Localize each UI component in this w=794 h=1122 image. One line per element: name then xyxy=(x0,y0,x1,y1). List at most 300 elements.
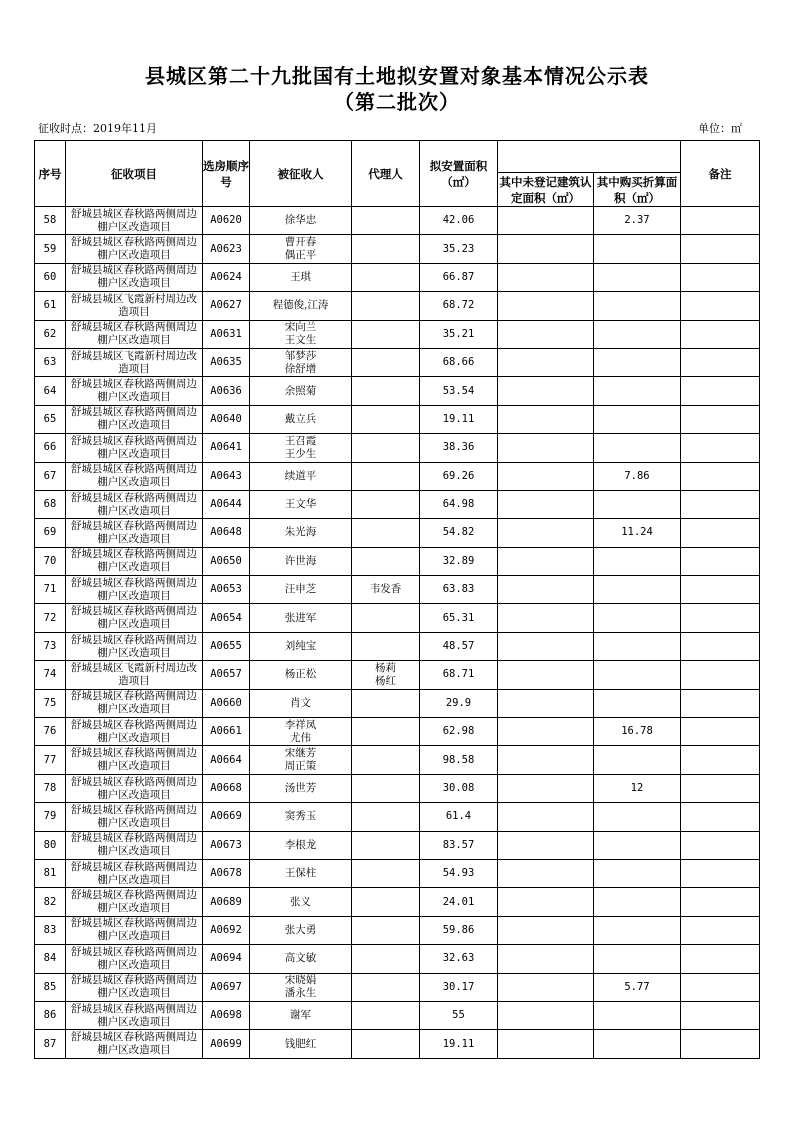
row-note xyxy=(681,519,760,547)
row-person: 朱光海 xyxy=(250,519,352,547)
row-room-no: A0678 xyxy=(203,859,250,887)
row-person: 谢军 xyxy=(250,1001,352,1029)
row-area: 30.08 xyxy=(420,774,498,802)
row-agent xyxy=(352,831,420,859)
row-person: 续道平 xyxy=(250,462,352,490)
row-agent xyxy=(352,1001,420,1029)
row-person: 程德俊,江涛 xyxy=(250,292,352,320)
row-seq: 62 xyxy=(35,320,66,348)
row-unregistered-area xyxy=(498,490,594,518)
row-seq: 66 xyxy=(35,434,66,462)
row-area: 64.98 xyxy=(420,490,498,518)
row-seq: 64 xyxy=(35,377,66,405)
header-room-no: 选房顺序号 xyxy=(203,141,250,207)
row-seq: 60 xyxy=(35,263,66,291)
row-project: 舒城县城区春秋路两侧周边棚户区改造项目 xyxy=(66,916,203,944)
row-person: 邹梦莎 徐舒增 xyxy=(250,348,352,376)
row-note xyxy=(681,434,760,462)
row-project: 舒城县城区春秋路两侧周边棚户区改造项目 xyxy=(66,519,203,547)
row-seq: 77 xyxy=(35,746,66,774)
row-seq: 83 xyxy=(35,916,66,944)
row-purchase-area xyxy=(594,1001,681,1029)
row-project: 舒城县城区春秋路两侧周边棚户区改造项目 xyxy=(66,434,203,462)
table-row xyxy=(35,490,760,518)
row-project: 舒城县城区春秋路两侧周边棚户区改造项目 xyxy=(66,547,203,575)
row-unregistered-area xyxy=(498,831,594,859)
row-note xyxy=(681,916,760,944)
table-body xyxy=(35,207,760,1059)
row-project: 舒城县城区春秋路两侧周边棚户区改造项目 xyxy=(66,405,203,433)
row-room-no: A0648 xyxy=(203,519,250,547)
unit-label: 单位：㎡ xyxy=(698,122,742,135)
row-note xyxy=(681,803,760,831)
row-unregistered-area xyxy=(498,320,594,348)
row-note xyxy=(681,547,760,575)
row-room-no: A0669 xyxy=(203,803,250,831)
row-seq: 79 xyxy=(35,803,66,831)
row-seq: 59 xyxy=(35,235,66,263)
row-agent xyxy=(352,405,420,433)
table-row xyxy=(35,1001,760,1029)
row-area: 68.66 xyxy=(420,348,498,376)
row-room-no: A0654 xyxy=(203,604,250,632)
row-unregistered-area xyxy=(498,547,594,575)
row-agent xyxy=(352,859,420,887)
row-seq: 63 xyxy=(35,348,66,376)
row-purchase-area xyxy=(594,859,681,887)
row-room-no: A0692 xyxy=(203,916,250,944)
row-person: 杨正松 xyxy=(250,661,352,689)
row-area: 35.21 xyxy=(420,320,498,348)
row-person: 宋向兰 王文生 xyxy=(250,320,352,348)
row-purchase-area: 2.37 xyxy=(594,207,681,235)
row-seq: 71 xyxy=(35,576,66,604)
row-agent: 杨莉 杨红 xyxy=(352,661,420,689)
row-room-no: A0644 xyxy=(203,490,250,518)
row-area: 54.93 xyxy=(420,859,498,887)
table-row xyxy=(35,1030,760,1058)
row-agent xyxy=(352,746,420,774)
row-unregistered-area xyxy=(498,434,594,462)
row-room-no: A0624 xyxy=(203,263,250,291)
row-person: 李根龙 xyxy=(250,831,352,859)
table-row xyxy=(35,831,760,859)
row-agent xyxy=(352,434,420,462)
header-agent: 代理人 xyxy=(352,141,420,207)
row-room-no: A0657 xyxy=(203,661,250,689)
row-unregistered-area xyxy=(498,945,594,973)
header-area: 拟安置面积（㎡） xyxy=(420,141,498,207)
table-row xyxy=(35,945,760,973)
row-unregistered-area xyxy=(498,859,594,887)
row-purchase-area xyxy=(594,661,681,689)
row-project: 舒城县城区春秋路两侧周边棚户区改造项目 xyxy=(66,576,203,604)
row-purchase-area xyxy=(594,235,681,263)
row-area: 38.36 xyxy=(420,434,498,462)
row-project: 舒城县城区春秋路两侧周边棚户区改造项目 xyxy=(66,689,203,717)
row-room-no: A0620 xyxy=(203,207,250,235)
row-person: 张进军 xyxy=(250,604,352,632)
row-room-no: A0655 xyxy=(203,632,250,660)
row-person: 汪申芝 xyxy=(250,576,352,604)
header-purchase-area: 其中购买折算面积（㎡） xyxy=(594,173,681,207)
page-subtitle: （第二批次） xyxy=(334,90,460,114)
table-row xyxy=(35,547,760,575)
row-room-no: A0631 xyxy=(203,320,250,348)
row-room-no: A0641 xyxy=(203,434,250,462)
header-note: 备注 xyxy=(681,141,760,207)
row-purchase-area xyxy=(594,377,681,405)
row-seq: 87 xyxy=(35,1030,66,1058)
row-project: 舒城县城区春秋路两侧周边棚户区改造项目 xyxy=(66,235,203,263)
row-note xyxy=(681,632,760,660)
row-purchase-area xyxy=(594,888,681,916)
header-group-blank xyxy=(498,141,681,173)
row-unregistered-area xyxy=(498,604,594,632)
row-project: 舒城县城区春秋路两侧周边棚户区改造项目 xyxy=(66,973,203,1001)
row-project: 舒城县城区春秋路两侧周边棚户区改造项目 xyxy=(66,377,203,405)
row-note xyxy=(681,945,760,973)
row-project: 舒城县城区春秋路两侧周边棚户区改造项目 xyxy=(66,263,203,291)
table-row xyxy=(35,377,760,405)
row-agent xyxy=(352,377,420,405)
row-area: 42.06 xyxy=(420,207,498,235)
row-project: 舒城县城区春秋路两侧周边棚户区改造项目 xyxy=(66,207,203,235)
row-seq: 68 xyxy=(35,490,66,518)
row-agent xyxy=(352,973,420,1001)
row-area: 66.87 xyxy=(420,263,498,291)
row-note xyxy=(681,348,760,376)
row-person: 王召霞 王少生 xyxy=(250,434,352,462)
row-note xyxy=(681,661,760,689)
row-unregistered-area xyxy=(498,1030,594,1058)
row-area: 59.86 xyxy=(420,916,498,944)
row-note xyxy=(681,604,760,632)
row-agent xyxy=(352,888,420,916)
row-person: 宋晓娟 潘永生 xyxy=(250,973,352,1001)
table-row xyxy=(35,576,760,604)
row-agent xyxy=(352,604,420,632)
row-note xyxy=(681,746,760,774)
row-project: 舒城县城区春秋路两侧周边棚户区改造项目 xyxy=(66,490,203,518)
row-agent xyxy=(352,632,420,660)
row-seq: 73 xyxy=(35,632,66,660)
row-room-no: A0650 xyxy=(203,547,250,575)
row-project: 舒城县城区春秋路两侧周边棚户区改造项目 xyxy=(66,746,203,774)
row-agent xyxy=(352,718,420,746)
row-seq: 80 xyxy=(35,831,66,859)
table-row xyxy=(35,434,760,462)
row-note xyxy=(681,718,760,746)
row-person: 张义 xyxy=(250,888,352,916)
row-area: 54.82 xyxy=(420,519,498,547)
row-area: 83.57 xyxy=(420,831,498,859)
row-area: 68.71 xyxy=(420,661,498,689)
table-row xyxy=(35,973,760,1001)
row-seq: 81 xyxy=(35,859,66,887)
row-purchase-area: 7.86 xyxy=(594,462,681,490)
resettlement-table xyxy=(34,140,760,1059)
row-agent: 韦发香 xyxy=(352,576,420,604)
row-unregistered-area xyxy=(498,348,594,376)
table-row xyxy=(35,604,760,632)
row-unregistered-area xyxy=(498,689,594,717)
row-unregistered-area xyxy=(498,774,594,802)
row-person: 张大勇 xyxy=(250,916,352,944)
row-room-no: A0635 xyxy=(203,348,250,376)
table-row xyxy=(35,519,760,547)
row-area: 35.23 xyxy=(420,235,498,263)
table-row xyxy=(35,661,760,689)
row-purchase-area xyxy=(594,320,681,348)
row-purchase-area xyxy=(594,292,681,320)
table-row xyxy=(35,462,760,490)
row-purchase-area xyxy=(594,1030,681,1058)
row-seq: 78 xyxy=(35,774,66,802)
table-row xyxy=(35,888,760,916)
header-person: 被征收人 xyxy=(250,141,352,207)
row-unregistered-area xyxy=(498,718,594,746)
row-note xyxy=(681,888,760,916)
collection-time: 征收时点：2019年11月 xyxy=(38,122,157,135)
row-room-no: A0697 xyxy=(203,973,250,1001)
row-agent xyxy=(352,462,420,490)
row-purchase-area xyxy=(594,348,681,376)
row-purchase-area: 5.77 xyxy=(594,973,681,1001)
row-agent xyxy=(352,547,420,575)
row-person: 刘纯宝 xyxy=(250,632,352,660)
row-area: 53.54 xyxy=(420,377,498,405)
row-area: 29.9 xyxy=(420,689,498,717)
table-row xyxy=(35,263,760,291)
row-person: 王文华 xyxy=(250,490,352,518)
row-area: 68.72 xyxy=(420,292,498,320)
row-project: 舒城县城区春秋路两侧周边棚户区改造项目 xyxy=(66,320,203,348)
row-area: 48.57 xyxy=(420,632,498,660)
row-seq: 70 xyxy=(35,547,66,575)
row-area: 19.11 xyxy=(420,1030,498,1058)
row-person: 戴立兵 xyxy=(250,405,352,433)
row-note xyxy=(681,320,760,348)
row-purchase-area xyxy=(594,434,681,462)
row-note xyxy=(681,831,760,859)
row-room-no: A0699 xyxy=(203,1030,250,1058)
row-note xyxy=(681,462,760,490)
row-agent xyxy=(352,916,420,944)
row-agent xyxy=(352,263,420,291)
row-project: 舒城县城区春秋路两侧周边棚户区改造项目 xyxy=(66,718,203,746)
row-unregistered-area xyxy=(498,888,594,916)
row-area: 19.11 xyxy=(420,405,498,433)
row-purchase-area xyxy=(594,405,681,433)
row-person: 高文敏 xyxy=(250,945,352,973)
header-unregistered-area: 其中未登记建筑认定面积（㎡） xyxy=(499,174,592,205)
row-room-no: A0660 xyxy=(203,689,250,717)
row-agent xyxy=(352,945,420,973)
row-area: 32.63 xyxy=(420,945,498,973)
row-project: 舒城县城区春秋路两侧周边棚户区改造项目 xyxy=(66,774,203,802)
row-person: 李祥凤 尤伟 xyxy=(250,718,352,746)
row-note xyxy=(681,859,760,887)
row-room-no: A0661 xyxy=(203,718,250,746)
row-purchase-area xyxy=(594,490,681,518)
table-row xyxy=(35,803,760,831)
row-area: 98.58 xyxy=(420,746,498,774)
row-project: 舒城县城区春秋路两侧周边棚户区改造项目 xyxy=(66,632,203,660)
row-seq: 72 xyxy=(35,604,66,632)
row-area: 65.31 xyxy=(420,604,498,632)
row-project: 舒城县城区春秋路两侧周边棚户区改造项目 xyxy=(66,1001,203,1029)
row-purchase-area xyxy=(594,263,681,291)
row-agent xyxy=(352,348,420,376)
row-area: 63.83 xyxy=(420,576,498,604)
row-note xyxy=(681,1001,760,1029)
row-agent xyxy=(352,774,420,802)
row-area: 32.89 xyxy=(420,547,498,575)
row-person: 王保柱 xyxy=(250,859,352,887)
row-agent xyxy=(352,320,420,348)
row-note xyxy=(681,235,760,263)
table-row xyxy=(35,746,760,774)
row-purchase-area xyxy=(594,689,681,717)
row-room-no: A0673 xyxy=(203,831,250,859)
row-project: 舒城县城区春秋路两侧周边棚户区改造项目 xyxy=(66,803,203,831)
row-agent xyxy=(352,292,420,320)
row-unregistered-area xyxy=(498,576,594,604)
row-purchase-area xyxy=(594,632,681,660)
row-unregistered-area xyxy=(498,661,594,689)
row-project: 舒城县城区春秋路两侧周边棚户区改造项目 xyxy=(66,604,203,632)
row-purchase-area xyxy=(594,945,681,973)
table-row xyxy=(35,320,760,348)
row-unregistered-area xyxy=(498,632,594,660)
row-room-no: A0653 xyxy=(203,576,250,604)
row-agent xyxy=(352,235,420,263)
row-person: 许世海 xyxy=(250,547,352,575)
table-row xyxy=(35,774,760,802)
row-unregistered-area xyxy=(498,235,594,263)
header-project: 征收项目 xyxy=(66,141,203,207)
row-purchase-area xyxy=(594,604,681,632)
row-purchase-area xyxy=(594,547,681,575)
row-person: 宋继芳 周正策 xyxy=(250,746,352,774)
row-note xyxy=(681,377,760,405)
table-row xyxy=(35,292,760,320)
row-room-no: A0627 xyxy=(203,292,250,320)
row-project: 舒城县城区春秋路两侧周边棚户区改造项目 xyxy=(66,462,203,490)
row-project: 舒城县城区春秋路两侧周边棚户区改造项目 xyxy=(66,859,203,887)
row-seq: 84 xyxy=(35,945,66,973)
row-agent xyxy=(352,803,420,831)
row-unregistered-area xyxy=(498,1001,594,1029)
row-seq: 58 xyxy=(35,207,66,235)
row-note xyxy=(681,207,760,235)
row-person: 曹开春 偶正平 xyxy=(250,235,352,263)
row-room-no: A0694 xyxy=(203,945,250,973)
table-row xyxy=(35,348,760,376)
row-purchase-area xyxy=(594,831,681,859)
row-note xyxy=(681,973,760,1001)
row-purchase-area xyxy=(594,916,681,944)
row-unregistered-area xyxy=(498,916,594,944)
row-room-no: A0698 xyxy=(203,1001,250,1029)
row-seq: 86 xyxy=(35,1001,66,1029)
row-seq: 82 xyxy=(35,888,66,916)
row-area: 24.01 xyxy=(420,888,498,916)
row-purchase-area: 12 xyxy=(594,774,681,802)
row-seq: 76 xyxy=(35,718,66,746)
row-room-no: A0623 xyxy=(203,235,250,263)
row-purchase-area xyxy=(594,746,681,774)
row-area: 55 xyxy=(420,1001,498,1029)
row-agent xyxy=(352,207,420,235)
table-row xyxy=(35,718,760,746)
row-unregistered-area xyxy=(498,519,594,547)
row-person: 窦秀玉 xyxy=(250,803,352,831)
row-purchase-area xyxy=(594,576,681,604)
row-area: 62.98 xyxy=(420,718,498,746)
row-unregistered-area xyxy=(498,973,594,1001)
row-unregistered-area xyxy=(498,462,594,490)
row-purchase-area xyxy=(594,803,681,831)
table-row xyxy=(35,632,760,660)
table-row xyxy=(35,235,760,263)
table-row xyxy=(35,207,760,235)
row-note xyxy=(681,576,760,604)
row-seq: 61 xyxy=(35,292,66,320)
table-row xyxy=(35,916,760,944)
row-note xyxy=(681,405,760,433)
row-area: 30.17 xyxy=(420,973,498,1001)
row-purchase-area: 16.78 xyxy=(594,718,681,746)
row-project: 舒城县城区飞霞新村周边改造项目 xyxy=(66,292,203,320)
row-agent xyxy=(352,490,420,518)
row-project: 舒城县城区飞霞新村周边改造项目 xyxy=(66,348,203,376)
row-note xyxy=(681,292,760,320)
row-project: 舒城县城区春秋路两侧周边棚户区改造项目 xyxy=(66,831,203,859)
row-agent xyxy=(352,689,420,717)
row-unregistered-area xyxy=(498,803,594,831)
row-unregistered-area xyxy=(498,746,594,774)
row-note xyxy=(681,263,760,291)
row-room-no: A0640 xyxy=(203,405,250,433)
row-person: 汤世芳 xyxy=(250,774,352,802)
row-seq: 75 xyxy=(35,689,66,717)
row-seq: 65 xyxy=(35,405,66,433)
row-note xyxy=(681,490,760,518)
row-person: 余照菊 xyxy=(250,377,352,405)
table-row xyxy=(35,689,760,717)
row-room-no: A0689 xyxy=(203,888,250,916)
row-unregistered-area xyxy=(498,377,594,405)
row-area: 61.4 xyxy=(420,803,498,831)
row-project: 舒城县城区春秋路两侧周边棚户区改造项目 xyxy=(66,945,203,973)
row-room-no: A0668 xyxy=(203,774,250,802)
table-row xyxy=(35,859,760,887)
row-room-no: A0643 xyxy=(203,462,250,490)
row-room-no: A0664 xyxy=(203,746,250,774)
row-project: 舒城县城区飞霞新村周边改造项目 xyxy=(66,661,203,689)
row-unregistered-area xyxy=(498,292,594,320)
row-person: 王琪 xyxy=(250,263,352,291)
row-seq: 74 xyxy=(35,661,66,689)
row-purchase-area: 11.24 xyxy=(594,519,681,547)
row-project: 舒城县城区春秋路两侧周边棚户区改造项目 xyxy=(66,888,203,916)
header-seq: 序号 xyxy=(35,141,66,207)
row-seq: 69 xyxy=(35,519,66,547)
row-agent xyxy=(352,519,420,547)
row-unregistered-area xyxy=(498,263,594,291)
